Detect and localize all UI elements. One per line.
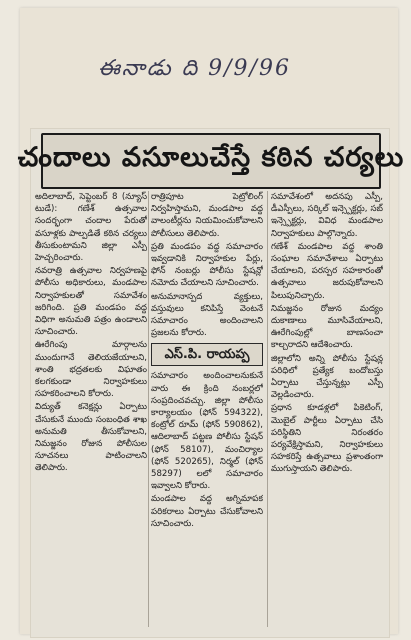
paragraph: అనుమానాస్పద వ్యక్తులు, వస్తువులు కనిపిస్తే వెంటనే సమాచారం అందించాలని ప్రజలను కోరారు. — [151, 291, 263, 339]
article-column-1 — [35, 191, 147, 629]
paragraph: సమావేశంలో అదనపు ఎస్పీ, డీఎస్పీలు, సర్కిల్ ఇన్స్పెక్టర్లు, సబ్ ఇన్స్పెక్టర్లు, వివిధ మండపాల నిర్వాహకులు పాల్గొన్నారు. — [271, 192, 383, 239]
paragraph: రాత్రిపూట పెట్రోలింగ్ నిర్వహిస్తామని, మండపాల వద్ద వాలంటీర్లను నియమించుకోవాలని పోలీసులు తెలిపారు. — [151, 192, 263, 239]
paragraph: గణేశ్ మండపాల వద్ద శాంతి సంఘాల సమావేశాలు ఏర్పాటు చేయాలని, పరస్పర సహకారంతో ఉత్సవాలు జరుపుకోవాలని పిలుపునిచ్చారు. — [271, 241, 383, 301]
paragraph: ప్రతి మండపం వద్ద సమాచారం ఇవ్వడానికి నిర్వాహకుల పేర్లు, ఫోన్ నంబర్లు పోలీసు స్టేషన్లో నమోదు చేయాలని సూచించారు. — [151, 241, 263, 289]
article-column-2 — [151, 191, 263, 629]
paragraph: విద్యుత్ కనెక్షన్లు ఏర్పాటు చేసుకునే ముందు సంబంధిత శాఖ అనుమతి తీసుకోవాలని, నిమజ్జనం రోజున పోలీసుల సూచనలు పాటించాలని తెలిపారు. — [35, 402, 147, 474]
paragraph: మండపాల వద్ద అగ్నిమాపక పరికరాలు ఏర్పాటు చేసుకోవాలని సూచించారు. — [151, 494, 263, 529]
paragraph: సమాచారం అందించాలనుకునే వారు ఈ క్రింది నంబర్లలో సంప్రదించవచ్చు. జిల్లా పోలీసు కార్యాలయం (ఫోన్ 594322), కంట్రోల్ రూమ్ (ఫోన్ 590862), ఆదిలాబాద్ పట్టణ పోలీసు స్టేషన్ (ఫోన్ 58107), మంచిర్యాల (ఫోన్ 520265), నిర్మల్ (ఫోన్ 58297) లలో సమాచారం ఇవ్వాలని కోరారు. — [151, 371, 263, 492]
paragraph: ఊరేగింపు మార్గాలను ముందుగానే తెలియజేయాలని, శాంతి భద్రతలకు విఘాతం కలగకుండా నిర్వాహకులు సహకరించాలని కోరారు. — [35, 340, 147, 400]
headline-box — [17, 133, 405, 189]
paragraph: నవరాత్రి ఉత్సవాల నిర్వహణపై పోలీసు అధికారులు, మండపాల నిర్వాహకులతో సమావేశం జరిగింది. ప్రతి మండపం వద్ద విధిగా అనుమతి పత్రం ఉండాలని సూచించారు. — [35, 266, 147, 338]
paragraph: అదిలాబాద్, సెప్టెంబర్ 8 (న్యూస్ టుడే): గణేశ్ ఉత్సవాల సందర్భంగా చందాల పేరుతో వసూళ్లకు పాల్పడితే కఠిన చర్యలు తీసుకుంటామని జిల్లా ఎస్పీ హెచ్చరించారు. — [35, 192, 147, 264]
column-divider — [148, 191, 149, 627]
handwritten-date-note: ఈనాడు ది 9/9/96 — [98, 56, 291, 81]
column-divider — [267, 191, 268, 627]
article-column-3 — [271, 191, 383, 629]
headline: చందాలు వసూలుచేస్తే కఠిన చర్యలు — [17, 142, 405, 173]
paragraph: జిల్లాలోని అన్ని పోలీసు స్టేషన్ల పరిధిలో ప్రత్యేక బందోబస్తు ఏర్పాటు చేస్తున్నట్లు ఎస్పీ వెల్లడించారు. — [271, 353, 383, 401]
paragraph: నిమజ్జనం రోజున మద్యం దుకాణాలు మూసివేయాలని, ఊరేగింపుల్లో బాణసంచా కాల్చరాదని ఆదేశించారు. — [271, 303, 383, 351]
newspaper-clipping — [17, 128, 405, 638]
paragraph: ప్రధాన కూడళ్లలో పికెటింగ్, మొబైల్ పార్టీలు ఏర్పాటు చేసి పరిస్థితిని నిరంతరం పర్యవేక్షిస్తామని, నిర్వాహకులు సహకరిస్తే ఉత్సవాలు ప్రశాంతంగా ముగుస్తాయని తెలిపారు. — [271, 403, 383, 475]
subheading-box: ఎస్.పి. రాయప్ప — [151, 343, 263, 366]
